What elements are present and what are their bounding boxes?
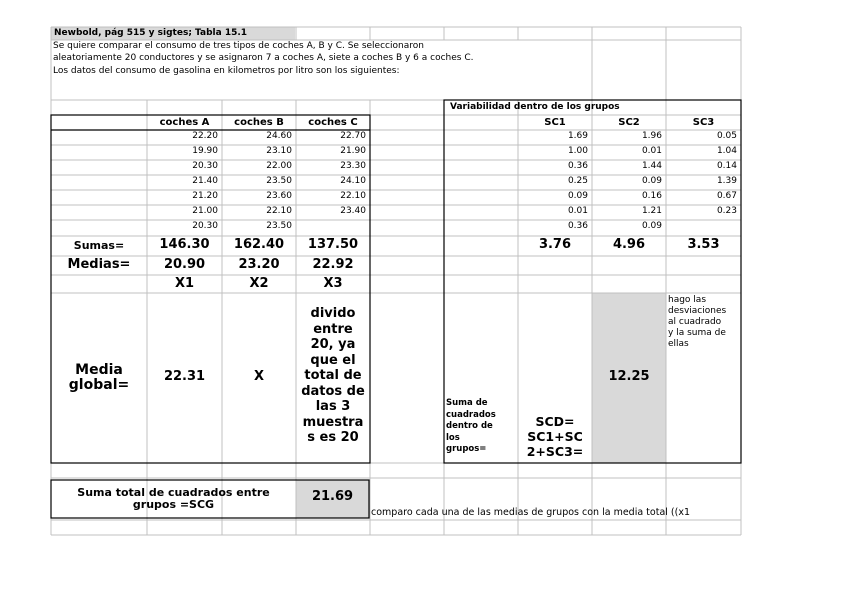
media-c: 22.92 — [312, 257, 354, 272]
suma-a: 146.30 — [159, 237, 210, 252]
header-sc2: SC2 — [618, 117, 640, 128]
divido-line: 20, ya — [310, 337, 356, 352]
data-cell: 23.40 — [340, 206, 366, 216]
variability-cell: 1.44 — [641, 161, 662, 171]
data-cell: 23.50 — [266, 221, 292, 231]
media-a: 20.90 — [163, 257, 206, 272]
data-cell: 20.30 — [192, 161, 218, 171]
data-cell: 22.20 — [192, 131, 218, 141]
variability-cell: 1.96 — [641, 131, 662, 141]
divido-line: datos de — [301, 383, 365, 399]
data-cell: 22.00 — [266, 161, 292, 171]
media-global-x: X — [253, 369, 265, 384]
data-cell: 19.90 — [192, 146, 218, 156]
hago-note-line: desviaciones — [668, 306, 727, 316]
data-cell: 22.10 — [340, 191, 366, 201]
divido-line: divido — [310, 306, 356, 321]
data-cell: 20.30 — [192, 221, 218, 231]
data-cell: 22.70 — [340, 131, 366, 141]
variability-cell: 0.36 — [567, 161, 588, 171]
suma-b: 162.40 — [233, 237, 285, 252]
data-cell: 22.10 — [266, 206, 292, 216]
x1-label: X1 — [174, 276, 195, 291]
sc3-total: 3.53 — [687, 237, 720, 252]
hago-note-line: hago las — [668, 295, 707, 305]
header-coches-c: coches C — [308, 117, 358, 128]
scg-label-1: Suma total de cuadrados entre — [77, 486, 270, 499]
hago-note-line: al cuadrado — [668, 317, 722, 327]
scg-value: 21.69 — [311, 489, 354, 504]
variability-cell: 0.16 — [641, 191, 662, 201]
media-global-value: 22.31 — [163, 369, 206, 384]
variability-cell: 0.25 — [567, 176, 588, 186]
scd-formula-line: SCD= — [535, 414, 575, 429]
variability-cell: 1.00 — [567, 146, 588, 156]
sheet-title: Newbold, pág 515 y sigtes; Tabla 15.1 — [54, 28, 248, 38]
variability-cell: 0.67 — [716, 191, 737, 201]
header-coches-b: coches B — [234, 117, 284, 128]
intro-line-3: Los datos del consumo de gasolina en kilometros por litro son los siguientes: — [53, 66, 400, 76]
variability-cell: 0.36 — [567, 221, 588, 231]
variability-title: Variabilidad dentro de los grupos — [450, 102, 620, 112]
medias-label: Medias= — [67, 257, 131, 272]
media-global-label-2: global= — [68, 377, 130, 393]
scd-value: 12.25 — [608, 369, 650, 384]
scd-label-line: grupos= — [446, 444, 487, 454]
data-cell: 23.30 — [340, 161, 366, 171]
scg-label-2: grupos =SCG — [132, 498, 215, 511]
variability-cell: 1.39 — [716, 176, 737, 186]
x3-label: X3 — [323, 276, 343, 291]
data-cell: 21.90 — [340, 146, 366, 156]
header-sc3: SC3 — [692, 117, 715, 128]
variability-cell: 0.09 — [641, 221, 662, 231]
data-cell: 23.50 — [266, 176, 292, 186]
header-coches-a: coches A — [159, 117, 210, 128]
data-cell: 21.40 — [192, 176, 218, 186]
divido-line: entre — [313, 321, 353, 337]
scd-label-line: cuadrados — [446, 409, 496, 420]
variability-cell: 0.05 — [716, 131, 737, 141]
media-global-label-1: Media — [75, 362, 123, 378]
scd-label-line: Suma de — [446, 398, 488, 408]
data-cell: 23.60 — [266, 191, 292, 201]
scd-label-line: los — [446, 432, 460, 443]
data-cell: 24.10 — [340, 176, 366, 186]
header-sc1: SC1 — [544, 117, 566, 128]
scd-label-line: dentro de — [446, 421, 493, 431]
sc2-total: 4.96 — [612, 237, 646, 252]
x2-label: X2 — [249, 276, 269, 291]
intro-line-1: Se quiere comparar el consumo de tres tipos de coches A, B y C. Se seleccionaron — [53, 41, 424, 51]
variability-cell: 1.69 — [567, 131, 588, 141]
divido-line: s es 20 — [307, 430, 359, 445]
sc1-total: 3.76 — [538, 237, 572, 252]
hago-note-line: ellas — [668, 339, 689, 349]
variability-cell: 1.21 — [641, 206, 662, 216]
divido-line: muestra — [302, 414, 364, 430]
divido-line: que el — [310, 352, 356, 368]
sumas-label: Sumas= — [73, 239, 125, 252]
data-cell: 21.00 — [192, 206, 218, 216]
variability-cell: 0.01 — [567, 206, 588, 216]
data-cell: 21.20 — [192, 191, 218, 201]
divido-line: total de — [304, 368, 362, 383]
hago-note-line: y la suma de — [668, 328, 726, 338]
variability-cell: 1.04 — [716, 146, 737, 156]
scd-formula-line: SC1+SC — [527, 429, 583, 444]
variability-cell: 0.01 — [641, 146, 662, 156]
variability-cell: 0.09 — [567, 191, 588, 201]
intro-line-2: aleatoriamente 20 conductores y se asignaron 7 a coches A, siete a coches B y 6 a coches C. — [53, 53, 474, 63]
scd-formula-line: 2+SC3= — [526, 444, 584, 459]
divido-line: las 3 — [315, 399, 351, 414]
scg-note: comparo cada una de las medias de grupos con la media total ((x1 — [371, 507, 691, 518]
data-cell: 24.60 — [266, 131, 292, 141]
data-cell: 23.10 — [266, 146, 292, 156]
variability-cell: 0.23 — [716, 206, 737, 216]
suma-c: 137.50 — [307, 237, 359, 252]
media-b: 23.20 — [238, 257, 280, 272]
variability-cell: 0.14 — [716, 161, 737, 171]
variability-cell: 0.09 — [641, 176, 662, 186]
